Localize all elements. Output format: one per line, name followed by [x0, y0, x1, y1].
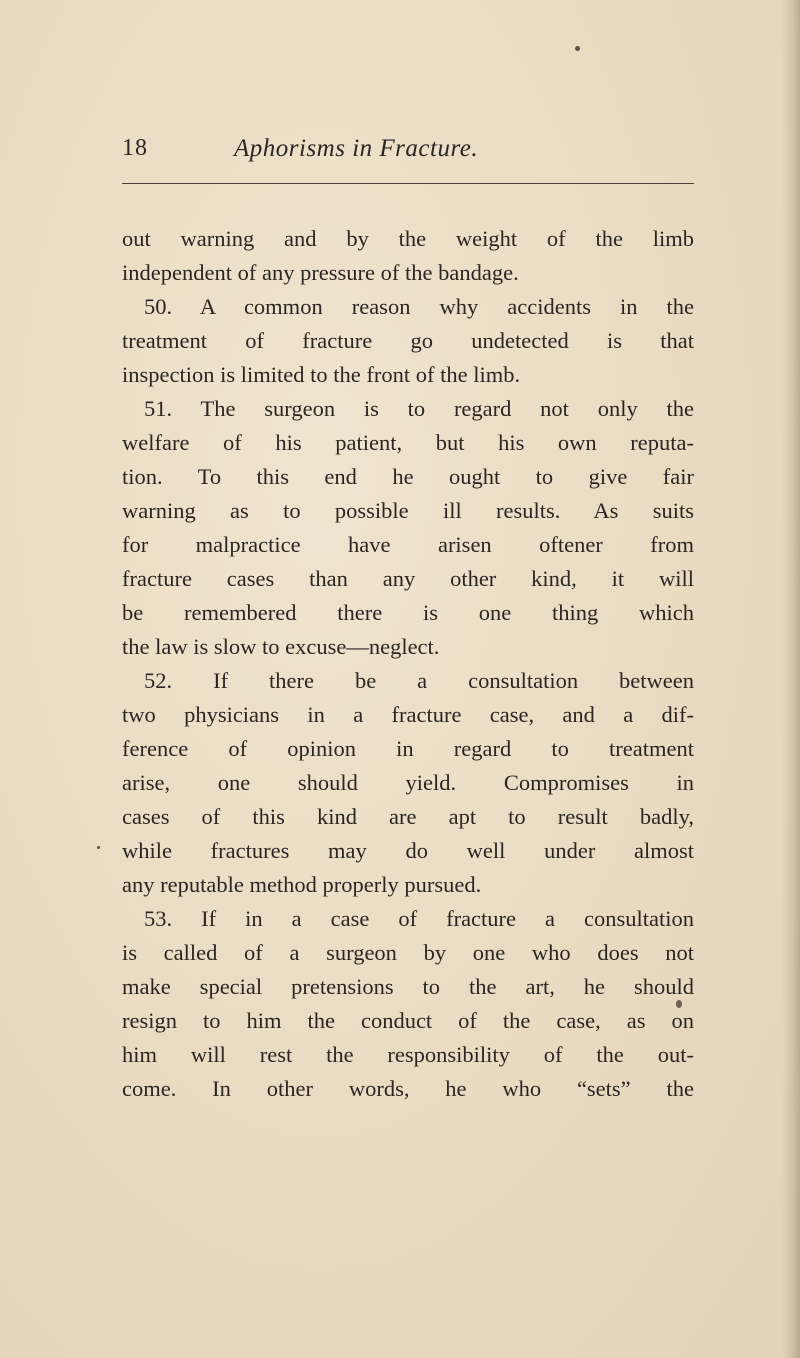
page-header	[122, 135, 692, 169]
text-line: make special pretensions to the art, he should	[122, 974, 694, 999]
text-line: 50. A common reason why accidents in the	[144, 294, 694, 319]
text-line: tion. To this end he ought to give fair	[122, 464, 694, 489]
text-line: is called of a surgeon by one who does not	[122, 940, 694, 965]
text-line: be remembered there is one thing which	[122, 600, 694, 625]
text-line: for malpractice have arisen oftener from	[122, 532, 694, 557]
page-number: 18	[122, 135, 148, 161]
text-line: resign to him the conduct of the case, as on	[122, 1008, 694, 1033]
running-title: Aphorisms in Fracture.	[234, 135, 479, 162]
text-line: fracture cases than any other kind, it will	[122, 566, 694, 591]
text-line: inspection is limited to the front of the limb.	[122, 362, 521, 387]
text-line: 52. If there be a consultation between	[144, 668, 694, 693]
paper-speck	[97, 846, 100, 849]
text-line: any reputable method properly pursued.	[122, 872, 482, 897]
text-line: 53. If in a case of fracture a consultation	[144, 906, 694, 931]
text-line: arise, one should yield. Compromises in	[122, 770, 694, 795]
text-line: two physicians in a fracture case, and a dif-	[122, 702, 694, 727]
text-line: him will rest the responsibility of the out-	[122, 1042, 694, 1067]
text-line: welfare of his patient, but his own reputa-	[122, 430, 694, 455]
paper-speck	[575, 46, 580, 51]
paper-speck	[676, 1000, 682, 1008]
body-text	[122, 222, 694, 1106]
page-edge-shadow	[782, 0, 800, 1358]
text-line: ference of opinion in regard to treatment	[122, 736, 694, 761]
text-line: while fractures may do well under almost	[122, 838, 694, 863]
text-line: independent of any pressure of the bandage.	[122, 260, 519, 285]
header-rule	[122, 183, 694, 184]
text-line: come. In other words, he who “sets” the	[122, 1076, 694, 1101]
text-line: the law is slow to excuse—neglect.	[122, 634, 440, 659]
text-line: 51. The surgeon is to regard not only the	[144, 396, 694, 421]
text-line: cases of this kind are apt to result badly,	[122, 804, 694, 829]
text-line: out warning and by the weight of the limb	[122, 226, 694, 251]
text-line: warning as to possible ill results. As suits	[122, 498, 694, 523]
text-line: treatment of fracture go undetected is that	[122, 328, 694, 353]
